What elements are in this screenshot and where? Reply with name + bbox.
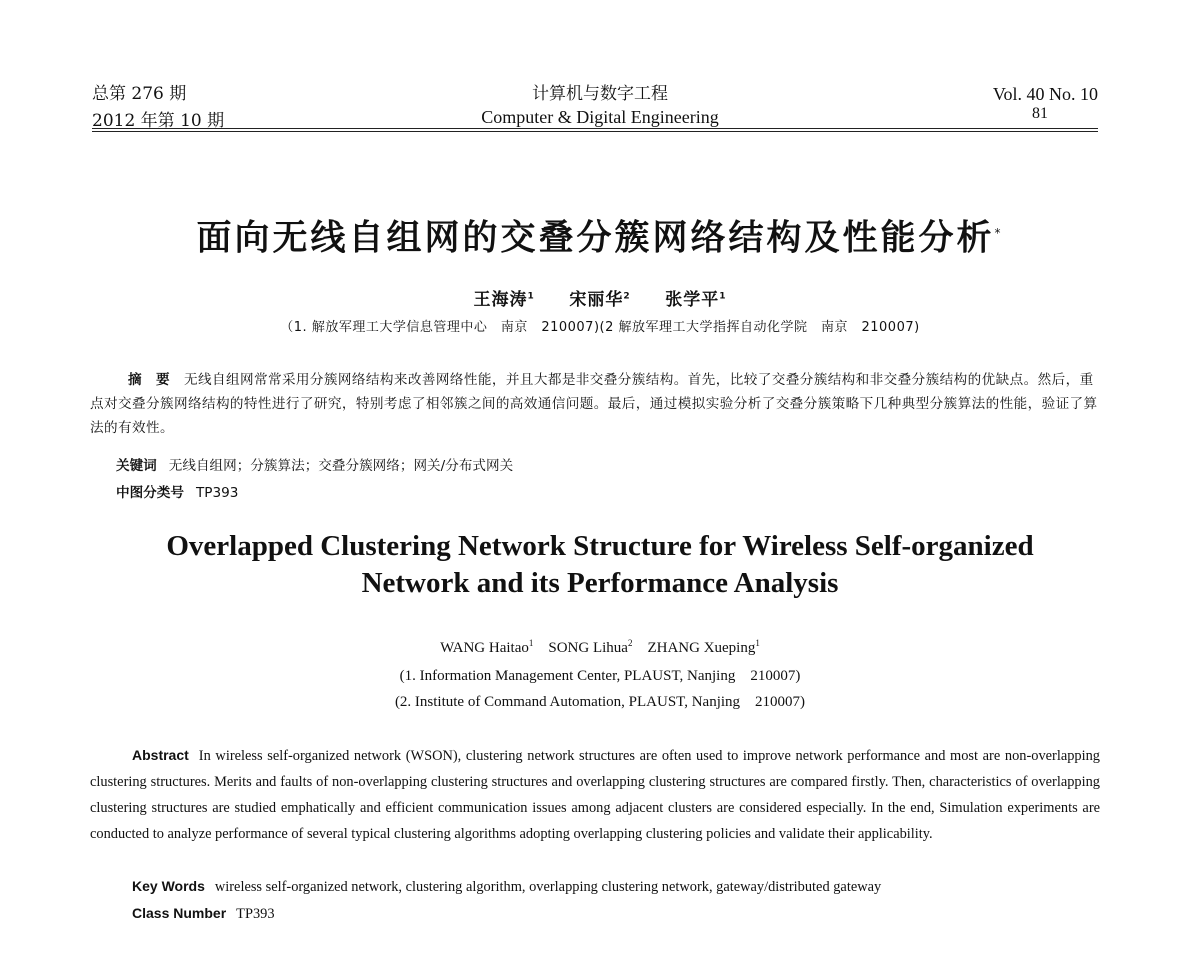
paper-title-en <box>0 528 1200 602</box>
keywords-cn-text: 无线自组网；分簇算法；交叠分簇网络；网关/分布式网关 <box>168 458 514 474</box>
journal-title-en: Computer & Digital Engineering <box>481 107 719 127</box>
affiliations-cn: （1. 解放军理工大学信息管理中心 南京 210007)(2 解放军理工大学指挥自动化学院 南京 210007) <box>280 320 920 335</box>
abstract-cn <box>90 368 1100 440</box>
keywords-cn <box>116 454 513 474</box>
keywords-en <box>132 878 881 896</box>
paper-title-en-line1: Overlapped Clustering Network Structure for Wireless Self-organized <box>166 530 1034 562</box>
class-number-en-label: Class Number <box>132 905 227 921</box>
author-list-en <box>0 638 1200 657</box>
volume-label: Vol. 40 No. 10 <box>992 84 1098 104</box>
author-aff-mark: 1 <box>755 638 760 648</box>
class-number-cn <box>116 481 238 501</box>
affiliation-en-1: (1. Information Management Center, PLAUST, Nanjing 210007) <box>399 668 801 684</box>
author-en: ZHANG Xueping <box>647 640 756 656</box>
class-number-en-text: TP393 <box>236 906 275 922</box>
abstract-en-label: Abstract <box>132 747 189 763</box>
header-rule-bottom <box>92 131 1098 132</box>
author-aff-mark: 1 <box>528 638 534 648</box>
affiliation-en-2: (2. Institute of Command Automation, PLAUST, Nanjing 210007) <box>394 694 806 710</box>
author-en: WANG Haitao <box>440 640 529 656</box>
issue-label: 2012 年第 10 期 <box>92 111 225 131</box>
journal-title-cn: 计算机与数字工程 <box>532 84 668 104</box>
author-aff-mark: 1 <box>527 291 535 302</box>
author-en: SONG Lihua <box>548 640 628 656</box>
author-cn: 王海涛 <box>473 290 528 310</box>
class-number-en <box>132 905 275 923</box>
paper-title-cn <box>0 208 1200 264</box>
class-number-cn-label: 中图分类号 <box>116 485 184 501</box>
paper-title-cn-text: 面向无线自组网的交叠分簇网络结构及性能分析 <box>196 218 995 259</box>
abstract-en-text: In wireless self-organized network (WSON), clustering network structures are often used to improve network performance and most are non-overlapping clustering structures. Merits and faults of non-overlapping clustering structures and overlapping clustering structures are compared firstly. Then, characteristics of overlapping clustering structures are studied emphatically and efficient communication issues among adjacent clusters are considered especially. In the end, Simulation experiments are conducted to analyze performance of several typical clustering algorithms adopting overlapping clustering policies and validate their applicability. <box>90 748 1100 842</box>
keywords-en-label: Key Words <box>132 878 205 894</box>
page-number: 81 <box>1032 105 1048 122</box>
class-number-cn-text: TP393 <box>195 485 239 501</box>
keywords-en-text: wireless self-organized network, clustering algorithm, overlapping clustering network, gateway/distributed gateway <box>214 879 882 895</box>
abstract-en <box>90 742 1100 847</box>
paper-title-en-line2: Network and its Performance Analysis <box>361 567 839 599</box>
author-cn: 张学平 <box>665 290 720 310</box>
header-rule-top <box>92 128 1098 129</box>
abstract-cn-text: 无线自组网常常采用分簇网络结构来改善网络性能，并且大都是非交叠分簇结构。首先，比较了交叠分簇结构和非交叠分簇结构的优缺点。然后，重点对交叠分簇网络结构的特性进行了研究，特别考虑了相邻簇之间的高效通信问题。最后，通过模拟实验分析了交叠分簇策略下几种典型分簇算法的性能，验证了算法的有效性。 <box>90 372 1098 436</box>
abstract-cn-label: 摘 要 <box>128 372 170 388</box>
author-list-cn <box>0 285 1200 310</box>
author-cn: 宋丽华 <box>569 290 624 310</box>
author-aff-mark: 1 <box>719 291 727 302</box>
author-aff-mark: 2 <box>627 638 633 648</box>
title-footnote-mark: * <box>994 226 1004 240</box>
keywords-cn-label: 关键词 <box>116 458 157 474</box>
total-issue-label: 总第 276 期 <box>92 84 187 104</box>
author-aff-mark: 2 <box>623 291 631 302</box>
